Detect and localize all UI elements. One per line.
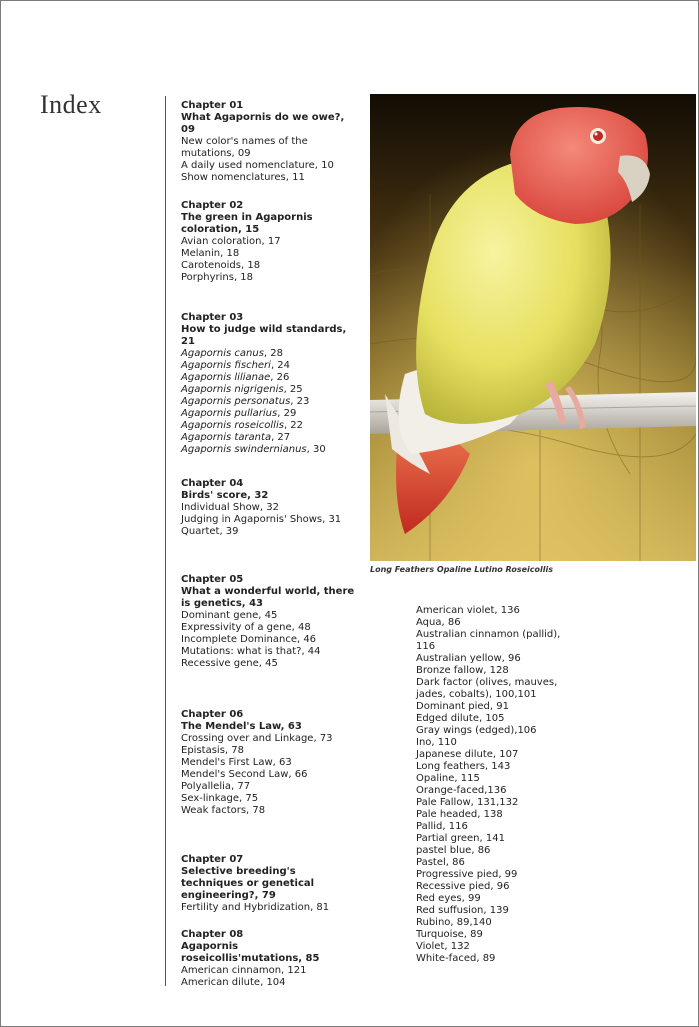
index-entry: Edged dilute, 105 [416,713,505,724]
index-entry: Pastel, 86 [416,857,465,868]
species-name: Agapornis swindernianus [181,444,307,455]
index-entry: Dominant pied, 91 [416,701,509,712]
chapter-number: Chapter 01 [181,100,244,111]
index-entry: Gray wings (edged),106 [416,725,537,736]
chapter-number: Chapter 04 [181,478,244,489]
index-entry: Carotenoids, 18 [181,260,261,271]
chapter-title: Selective breeding's techniques or genetical engineering?, 79 [181,866,315,901]
index-entry: American dilute, 104 [181,977,286,988]
page-number: , 25 [283,384,303,395]
chapter-number: Chapter 02 [181,200,244,211]
page-number: , 27 [271,432,291,443]
chapter-title: What a wonderful world, there is genetics, 43 [181,586,355,609]
index-entry [181,396,361,408]
index-entry: Australian cinnamon (pallid), 116 [416,629,561,652]
index-entry: Incomplete Dominance, 46 [181,634,317,645]
index-entry: Polyallelia, 77 [181,781,251,792]
species-name: Agapornis pullarius [181,408,278,419]
chapter-title: The green in Agapornis coloration, 15 [181,212,313,235]
index-entry [181,348,361,360]
index-entry [181,372,361,384]
index-entry: Orange-faced,136 [416,785,507,796]
chapter-number: Chapter 06 [181,709,244,720]
chapter-number: Chapter 07 [181,854,244,865]
index-entry [181,432,361,444]
index-entry: New color's names of the mutations, 09 [181,136,308,159]
page-number: , 28 [263,348,284,359]
index-entry: Turquoise, 89 [416,929,483,940]
mutations-column [416,605,576,965]
index-entry: Quartet, 39 [181,526,239,537]
index-entry: Recessive pied, 96 [416,881,510,892]
index-entry: Weak factors, 78 [181,805,266,816]
page-number: , 30 [306,444,326,455]
index-entry: Fertility and Hybridization, 81 [181,902,330,913]
species-name: Agapornis canus [181,348,264,359]
index-entry: Violet, 132 [416,941,470,952]
chapter-entry [181,100,361,184]
chapter-entry [181,200,361,284]
chapter-entry [181,929,361,989]
column-divider [165,96,166,986]
chapter-entry [181,312,361,456]
index-entry: Ino, 110 [416,737,457,748]
chapter-entry [181,709,361,817]
index-entry [181,420,361,432]
species-name: Agapornis nigrigenis [181,384,284,395]
index-entry [181,384,361,396]
index-entry: American violet, 136 [416,605,520,616]
index-entry: Epistasis, 78 [181,745,244,756]
species-name: Agapornis lilianae [181,372,271,383]
index-entry: Rubino, 89,140 [416,917,492,928]
page-number: , 26 [270,372,290,383]
chapter-title: What Agapornis do we owe?, 09 [181,112,345,135]
index-entry: Red suffusion, 139 [416,905,509,916]
species-name: Agapornis roseicollis [181,420,284,431]
index-entry: Judging in Agapornis' Shows, 31 [181,514,342,525]
index-entry: Mendel's Second Law, 66 [181,769,308,780]
index-entry: Opaline, 115 [416,773,480,784]
index-entry [181,360,361,372]
index-entry: Long feathers, 143 [416,761,511,772]
index-entry: Dominant gene, 45 [181,610,278,621]
chapter-title: Agapornis roseicollis'mutations, 85 [181,941,320,964]
index-entry: Red eyes, 99 [416,893,481,904]
index-entry [181,408,361,420]
index-entry: Bronze fallow, 128 [416,665,509,676]
page-number: , 24 [270,360,291,371]
chapter-entry [181,478,361,538]
index-entry: Progressive pied, 99 [416,869,518,880]
index-entry: Recessive gene, 45 [181,658,278,669]
index-entry: Porphyrins, 18 [181,272,254,283]
index-entry: pastel blue, 86 [416,845,491,856]
index-entry: Partial green, 141 [416,833,505,844]
index-entry: Japanese dilute, 107 [416,749,519,760]
species-name: Agapornis fischeri [181,360,271,371]
species-name: Agapornis personatus [181,396,291,407]
chapter-number: Chapter 03 [181,312,244,323]
index-entry: Show nomenclatures, 11 [181,172,305,183]
page-title: Index [40,90,102,119]
chapter-number: Chapter 05 [181,574,244,585]
index-entry: White-faced, 89 [416,953,496,964]
index-entry: American cinnamon, 121 [181,965,307,976]
chapter-number: Chapter 08 [181,929,244,940]
index-entry: Sex-linkage, 75 [181,793,259,804]
page-number: , 29 [277,408,297,419]
index-entry [181,444,361,456]
index-entry: Australian yellow, 96 [416,653,521,664]
chapter-title: How to judge wild standards, 21 [181,324,347,347]
index-entry: Pallid, 116 [416,821,468,832]
index-entry: Avian coloration, 17 [181,236,281,247]
index-entry: A daily used nomenclature, 10 [181,160,334,171]
index-entry: Mutations: what is that?, 44 [181,646,321,657]
index-entry: Melanin, 18 [181,248,240,259]
index-entry: Pale headed, 138 [416,809,503,820]
index-entry: Crossing over and Linkage, 73 [181,733,333,744]
index-entry: Pale Fallow, 131,132 [416,797,519,808]
index-entry: Aqua, 86 [416,617,461,628]
species-name: Agapornis taranta [181,432,272,443]
photo-caption: Long Feathers Opaline Lutino Roseicollis [370,565,553,574]
index-entry: Dark factor (olives, mauves, jades, cobalts), 100,101 [416,677,558,700]
chapter-entry [181,574,361,670]
chapter-entry [181,854,361,914]
chapter-title: The Mendel's Law, 63 [181,721,302,732]
index-entry: Expressivity of a gene, 48 [181,622,311,633]
index-entry: Mendel's First Law, 63 [181,757,292,768]
index-entry: Individual Show, 32 [181,502,279,513]
page-number: , 22 [283,420,304,431]
page-number: , 23 [290,396,310,407]
lovebird-photo [370,94,696,561]
chapter-title: Birds' score, 32 [181,490,269,501]
